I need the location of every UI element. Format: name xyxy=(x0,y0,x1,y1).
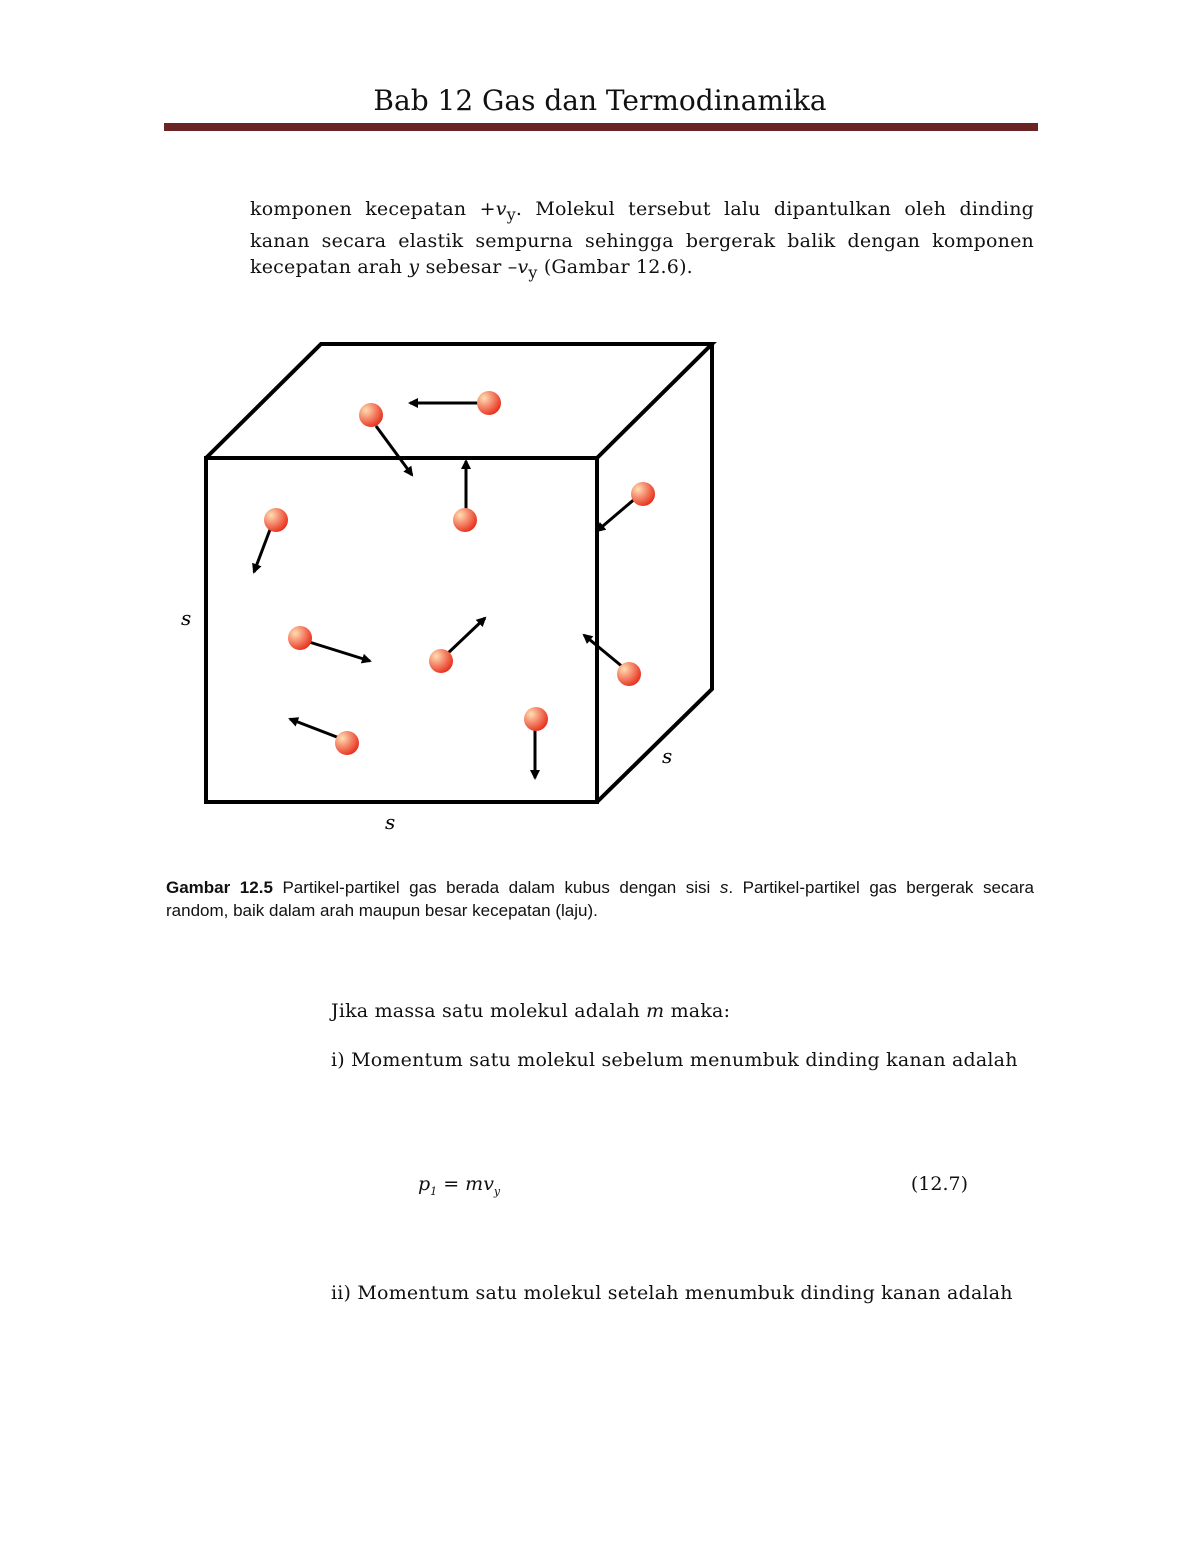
equation-12-7: $p_1 = mv_y$ xyxy=(418,1173,501,1198)
velocity-arrow xyxy=(290,719,342,739)
item-ii-text: ii) Momentum satu molekul setelah menumbuk dinding kanan adalah xyxy=(331,1282,1013,1304)
cube-right-face xyxy=(597,344,712,802)
cube-top-face xyxy=(206,344,712,458)
gas-particle xyxy=(359,403,383,427)
page-header-title: Bab 12 Gas dan Termodinamika xyxy=(373,84,827,117)
velocity-arrow xyxy=(597,497,637,531)
caption-label: Gambar 12.5 xyxy=(166,878,273,897)
intro-line-2: kanan secara elastik sempurna sehingga bergerak balik dengan komponen xyxy=(250,229,1034,252)
side-label-bottom: s xyxy=(385,810,396,834)
mass-statement: Jika massa satu molekul adalah m maka: xyxy=(331,1000,731,1022)
item-i-text: i) Momentum satu molekul sebelum menumbuk dinding kanan adalah xyxy=(331,1049,1018,1071)
intro-line-1: komponen kecepatan $+v_y$. Molekul tersebut lalu dipantulkan oleh dinding xyxy=(250,198,1035,224)
gas-particle xyxy=(617,662,641,686)
intro-paragraph xyxy=(250,196,1034,286)
gas-particle xyxy=(524,707,548,731)
gas-particle xyxy=(477,391,501,415)
cube-figure xyxy=(160,330,730,850)
intro-line-3: kecepatan arah y sebesar $-v_y$ (Gambar 12.6). xyxy=(250,255,693,282)
velocity-arrow xyxy=(376,426,412,475)
cube-edges xyxy=(206,344,712,802)
cube-front-face xyxy=(206,458,597,802)
velocity-arrow xyxy=(584,635,624,668)
gas-particle xyxy=(429,649,453,673)
gas-particle xyxy=(453,508,477,532)
velocity-arrow xyxy=(254,527,271,572)
velocity-arrow xyxy=(446,618,485,655)
figure-caption: Gambar 12.5 Partikel-partikel gas berada dalam kubus dengan sisi s. Partikel-partikel gas bergerak secara random, baik dalam arah maupun besar kecepatan (laju). xyxy=(166,878,1034,920)
equation-number: (12.7) xyxy=(910,1173,968,1195)
side-label-left: s xyxy=(181,606,192,630)
gas-particle xyxy=(335,731,359,755)
header-rule xyxy=(164,123,1038,131)
gas-particle xyxy=(264,508,288,532)
gas-particle xyxy=(631,482,655,506)
gas-particle xyxy=(288,626,312,650)
velocity-arrow xyxy=(306,641,370,661)
side-label-depth: s xyxy=(662,744,673,768)
